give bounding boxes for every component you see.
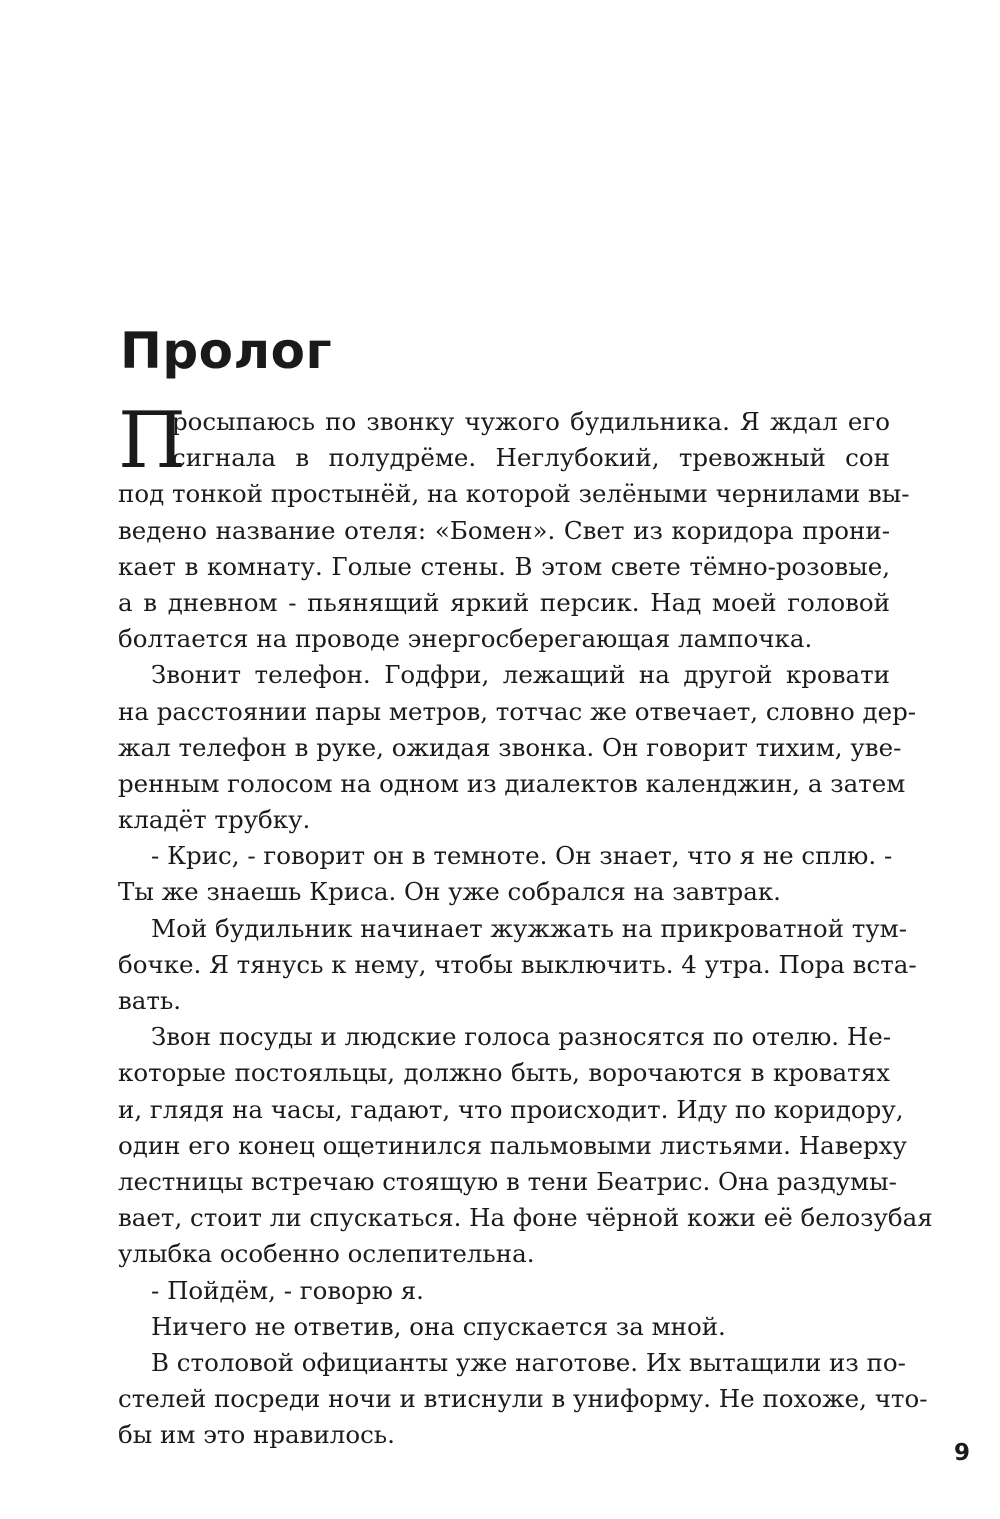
text-line: которые постояльцы, должно быть, ворочаются в кроватях [118, 1058, 890, 1088]
text-line: ренным голосом на одном из диалектов календжин, а затем [118, 768, 906, 798]
text-line: под тонкой простынёй, на которой зелёными чернилами вы- [118, 479, 910, 509]
paragraph-4 [118, 911, 917, 1020]
text-line: болтается на проводе энергосберегающая лампочка. [118, 624, 813, 654]
text-line: вать. [118, 986, 182, 1015]
text-line: на расстоянии пары метров, тотчас же отвечает, словно дер- [118, 696, 917, 726]
paragraph-1 [118, 396, 910, 657]
text-line: ведено название отеля: «Бомен». Свет из коридора прони- [118, 515, 890, 545]
text-line: лестницы встречаю стоящую в тени Беатрис. Она раздумы- [118, 1166, 897, 1196]
text-line: стелей посреди ночи и втиснули в униформу. Не похоже, что- [118, 1384, 928, 1414]
text-line: бочке. Я тянусь к нему, чтобы выключить. 4 утра. Пора вста- [118, 949, 917, 979]
body-text [118, 396, 933, 1453]
paragraph-5 [118, 1019, 933, 1272]
text-line: а в дневном - пьянящий яркий персик. Над моей головой [118, 587, 890, 617]
chapter-title: Пролог [120, 322, 333, 380]
text-line: Звон посуды и людские голоса разносятся по отелю. Не- [151, 1022, 891, 1052]
text-line: Ничего не ответив, она спускается за мной. [151, 1311, 726, 1341]
drop-cap: П [118, 396, 187, 486]
text-line: бы им это нравилось. [118, 1420, 395, 1450]
paragraph-8 [118, 1345, 928, 1454]
text-line: один его конец ощетинился пальмовыми листьями. Наверху [118, 1130, 907, 1160]
paragraph-6 [118, 1273, 890, 1309]
text-line: кает в комнату. Голые стены. В этом свете тёмно-розовые, [118, 551, 890, 581]
text-line: Звонит телефон. Годфри, лежащий на другой кровати [151, 660, 890, 690]
text-line: - Крис, - говорит он в темноте. Он знает, что я не сплю. - [151, 841, 893, 871]
text-line: сигнала в полудрёме. Неглубокий, тревожный сон [172, 443, 890, 473]
text-line: и, глядя на часы, гадают, что происходит. Иду по коридору, [118, 1094, 904, 1124]
text-line: росыпаюсь по звонку чужого будильника. Я ждал его [172, 407, 890, 436]
text-line: жал телефон в руке, ожидая звонка. Он говорит тихим, уве- [118, 732, 902, 762]
page-number: 9 [953, 1440, 970, 1466]
text-line: улыбка особенно ослепительна. [118, 1239, 535, 1269]
text-line: - Пойдём, - говорю я. [151, 1275, 424, 1305]
text-line: кладёт трубку. [118, 805, 311, 835]
text-line: вает, стоит ли спускаться. На фоне чёрной кожи её белозубая [118, 1203, 933, 1233]
text-line: Мой будильник начинает жужжать на прикроватной тум- [151, 913, 908, 943]
text-line: В столовой официанты уже наготове. Их вытащили из по- [151, 1347, 906, 1377]
paragraph-7 [118, 1309, 890, 1345]
text-line: Ты же знаешь Криса. Он уже собрался на завтрак. [118, 877, 781, 907]
paragraph-2 [118, 657, 917, 838]
paragraph-3 [118, 838, 893, 910]
